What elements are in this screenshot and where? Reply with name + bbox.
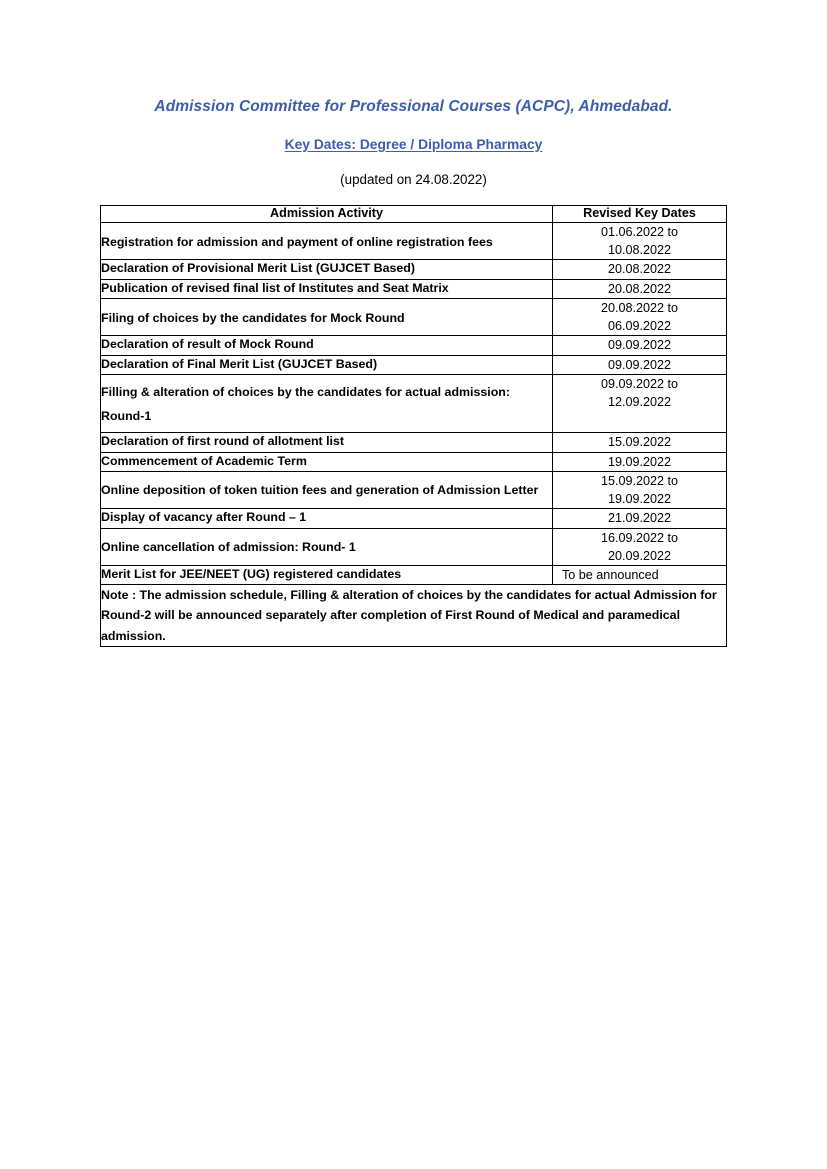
table-header	[101, 206, 727, 223]
cell-admission-activity: Filing of choices by the candidates for Mock Round	[101, 298, 553, 336]
cell-admission-activity: Publication of revised final list of Institutes and Seat Matrix	[101, 279, 553, 298]
cell-admission-activity: Commencement of Academic Term	[101, 452, 553, 471]
date-line: 20.08.2022 to	[600, 300, 679, 315]
date-line: 15.09.2022 to	[600, 473, 679, 488]
date-line: 06.09.2022	[607, 319, 672, 334]
key-dates-table	[100, 205, 727, 646]
table-note-row	[101, 585, 727, 646]
cell-revised-key-date	[553, 279, 727, 298]
cell-admission-activity: Merit List for JEE/NEET (UG) registered candidates	[101, 566, 553, 585]
key-dates-table-wrapper	[0, 188, 827, 646]
cell-revised-key-date	[553, 433, 727, 452]
table-row	[101, 298, 727, 336]
column-header-revised-key-dates: Revised Key Dates	[553, 206, 727, 223]
date-line: 19.09.2022	[607, 492, 672, 507]
cell-revised-key-date	[553, 509, 727, 528]
date-line: To be announced	[562, 568, 659, 583]
cell-revised-key-date	[553, 374, 727, 432]
cell-admission-activity: Declaration of first round of allotment list	[101, 433, 553, 452]
date-line: 09.09.2022	[607, 357, 672, 372]
document-updated-date: (updated on 24.08.2022)	[340, 172, 487, 188]
date-line: 16.09.2022 to	[600, 530, 679, 545]
table-row	[101, 566, 727, 585]
column-header-admission-activity: Admission Activity	[101, 206, 553, 223]
date-line: 15.09.2022	[607, 435, 672, 450]
date-line: 12.09.2022	[607, 395, 672, 410]
cell-revised-key-date	[553, 528, 727, 566]
table-row	[101, 509, 727, 528]
cell-revised-key-date	[553, 452, 727, 471]
table-row	[101, 355, 727, 374]
cell-admission-activity: Declaration of result of Mock Round	[101, 336, 553, 355]
table-row	[101, 452, 727, 471]
date-line: 20.08.2022	[607, 281, 672, 296]
document-heading-block	[0, 0, 827, 188]
table-row	[101, 279, 727, 298]
cell-revised-key-date	[553, 260, 727, 279]
cell-revised-key-date	[553, 355, 727, 374]
table-row	[101, 260, 727, 279]
document-subtitle	[0, 117, 827, 154]
cell-admission-activity: Display of vacancy after Round – 1	[101, 509, 553, 528]
date-line: 09.09.2022	[607, 338, 672, 353]
cell-revised-key-date	[553, 566, 727, 585]
date-line: 10.08.2022	[607, 243, 672, 258]
cell-revised-key-date	[553, 298, 727, 336]
table-row	[101, 374, 727, 432]
date-line: 21.09.2022	[607, 511, 672, 526]
date-line: 09.09.2022 to	[600, 376, 679, 391]
table-row	[101, 336, 727, 355]
cell-revised-key-date	[553, 222, 727, 260]
cell-admission-activity: Online cancellation of admission: Round- 1	[101, 528, 553, 566]
date-line: 01.06.2022 to	[600, 224, 679, 239]
table-row	[101, 528, 727, 566]
date-line: 19.09.2022	[607, 454, 672, 469]
table-row	[101, 471, 727, 509]
table-note: Note : The admission schedule, Filling & alteration of choices by the candidates for actual Admission for Round-2 will be announced separately after completion of First Round of Medical and paramedical admission.	[101, 585, 727, 646]
cell-admission-activity: Declaration of Provisional Merit List (GUJCET Based)	[101, 260, 553, 279]
date-line: 20.09.2022	[607, 548, 672, 563]
cell-admission-activity: Filling & alteration of choices by the candidates for actual admission: Round-1	[101, 374, 553, 432]
document-subtitle-text: Key Dates: Degree / Diploma Pharmacy	[284, 136, 543, 152]
cell-revised-key-date	[553, 336, 727, 355]
cell-admission-activity: Online deposition of token tuition fees and generation of Admission Letter	[101, 471, 553, 509]
date-line: 20.08.2022	[607, 262, 672, 277]
table-row	[101, 222, 727, 260]
cell-admission-activity: Registration for admission and payment of online registration fees	[101, 222, 553, 260]
page-title: Admission Committee for Professional Courses (ACPC), Ahmedabad.	[154, 98, 673, 115]
table-header-row	[101, 206, 727, 223]
cell-admission-activity: Declaration of Final Merit List (GUJCET Based)	[101, 355, 553, 374]
cell-revised-key-date	[553, 471, 727, 509]
table-body	[101, 222, 727, 646]
table-row	[101, 433, 727, 452]
